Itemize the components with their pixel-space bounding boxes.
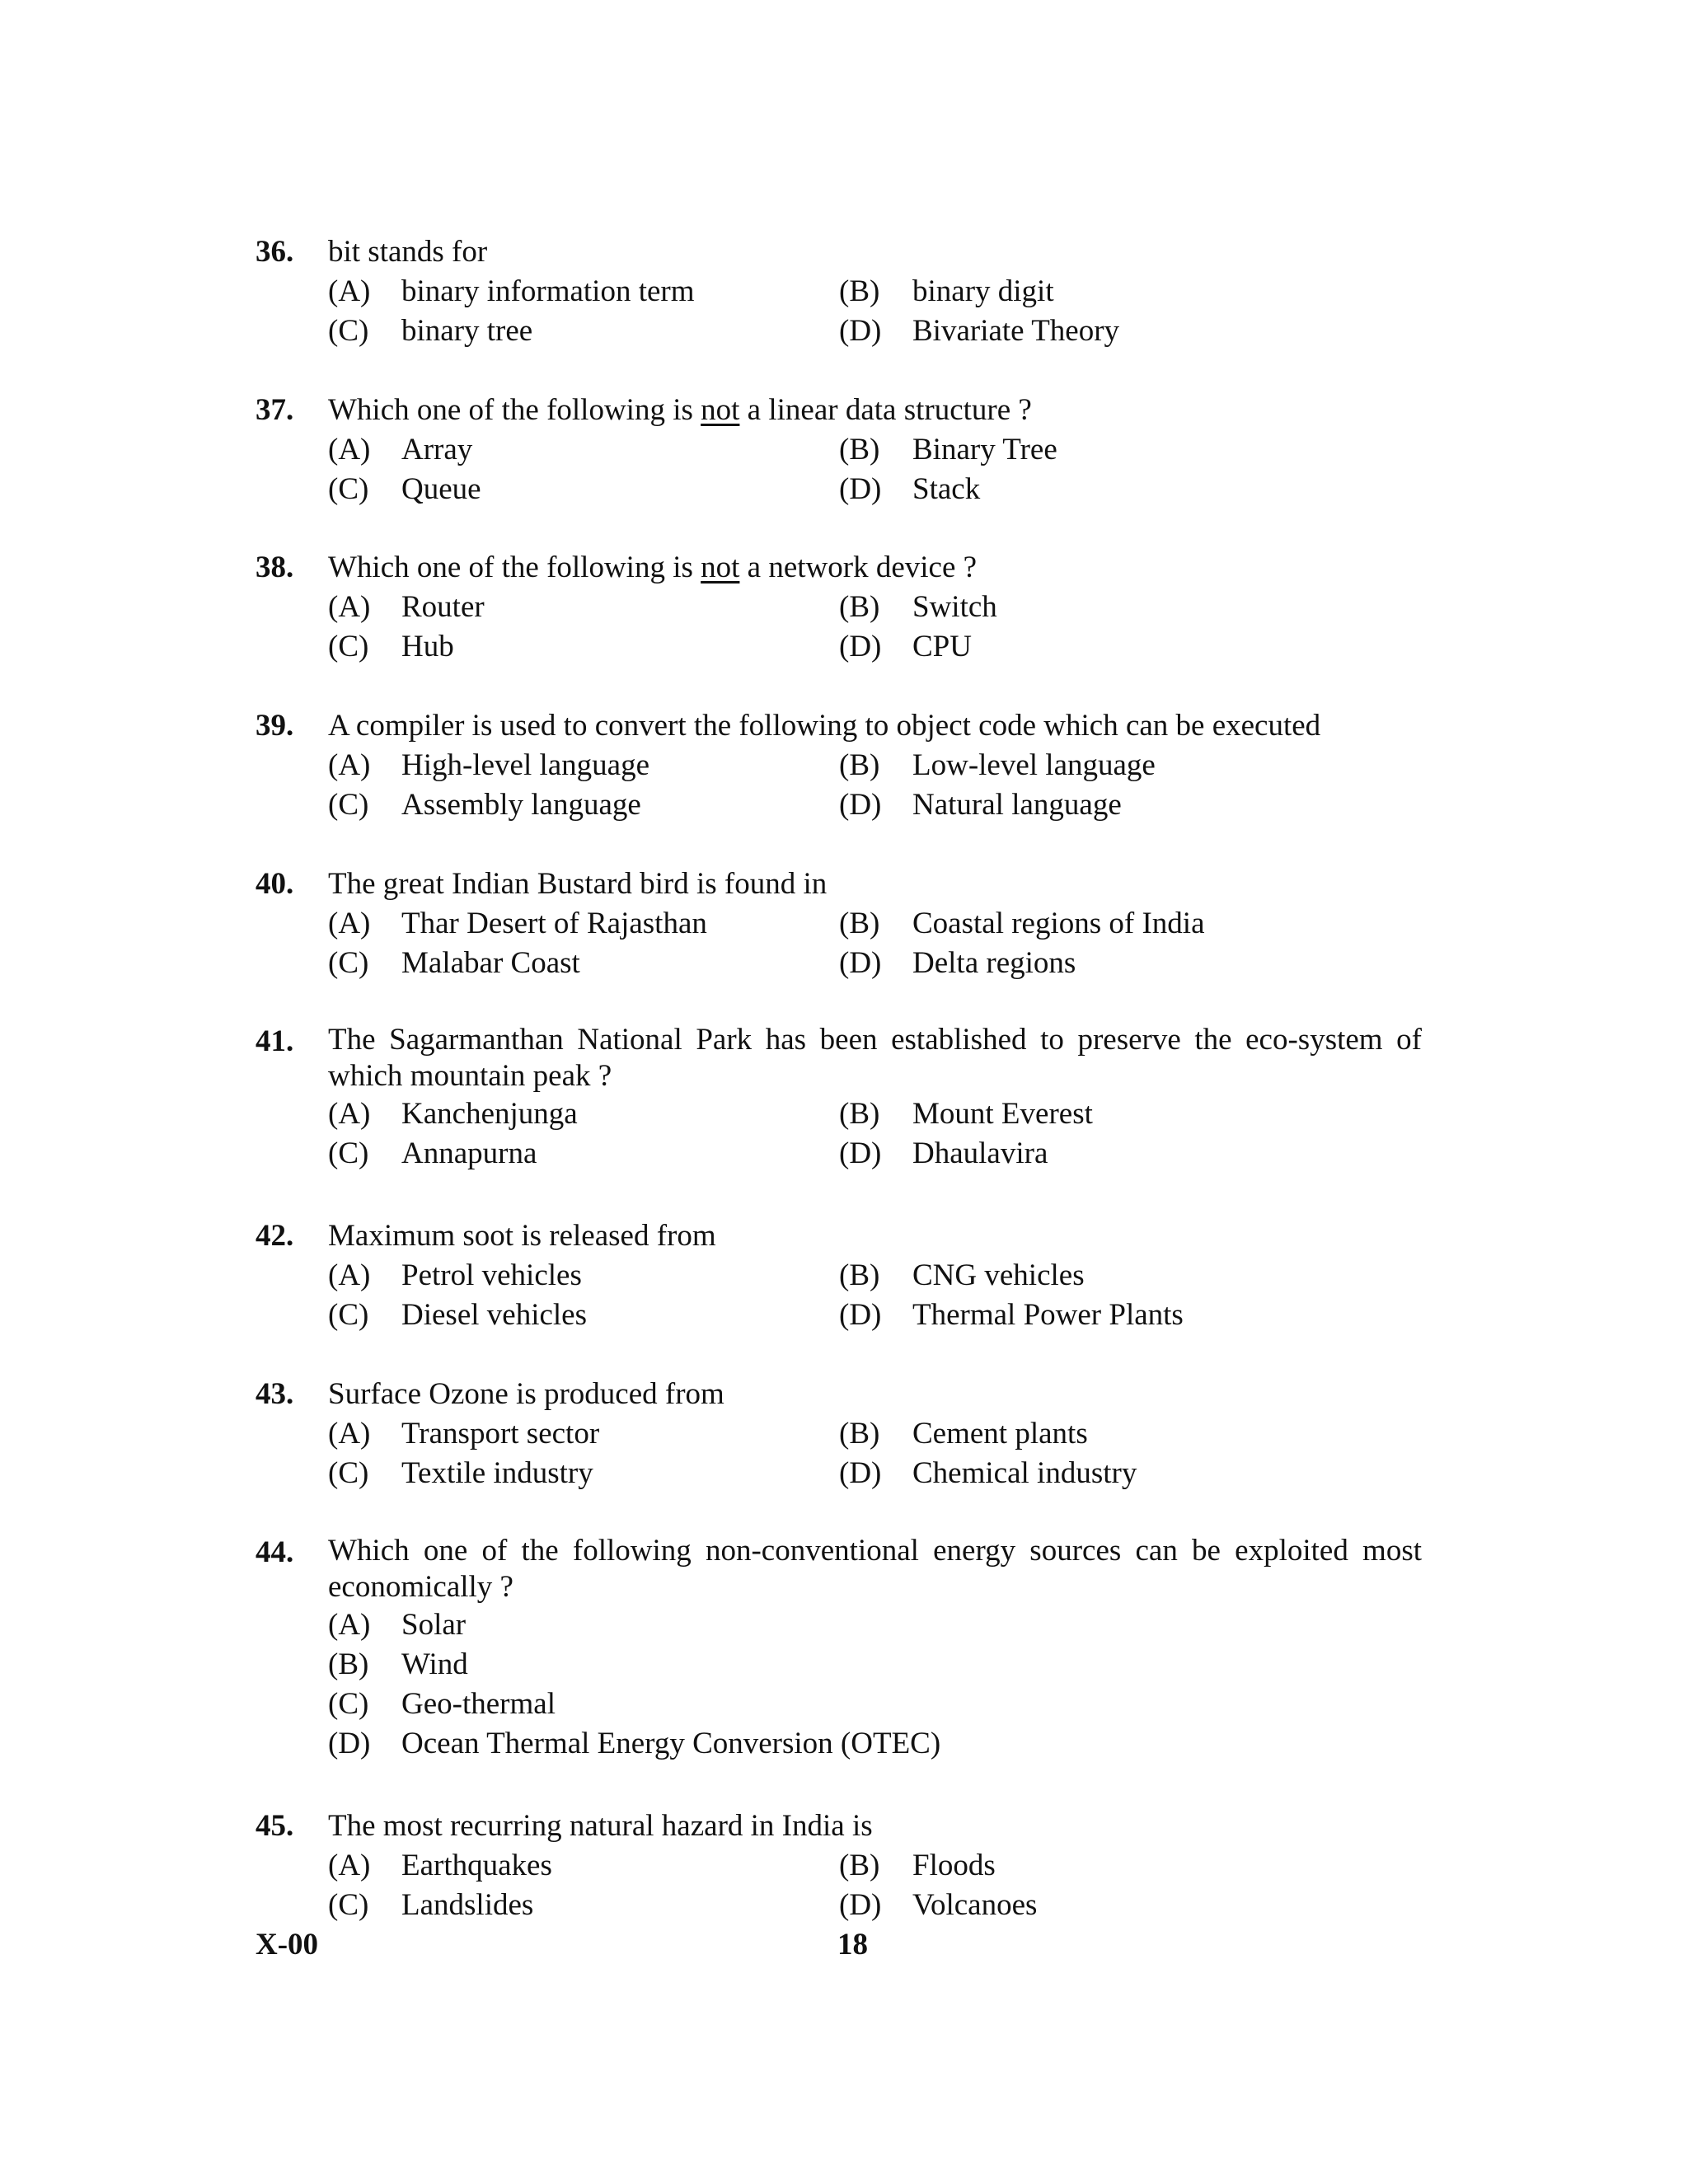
option-a: (A) Earthquakes — [328, 1849, 552, 1882]
options-grid — [328, 430, 1422, 509]
question-44 — [256, 1533, 1422, 1764]
question-text: The Sagarmanthan National Park has been established to preserve the eco-system of which mountain peak ? — [328, 1023, 1422, 1093]
question-number: 39. — [256, 709, 294, 743]
question-number: 42. — [256, 1219, 294, 1253]
paper-code: X-00 — [256, 1928, 319, 1961]
option-a: (A) Kanchenjunga — [328, 1097, 578, 1131]
option-a: (A) Thar Desert of Rajasthan — [328, 907, 707, 940]
option-a: (A) Router — [328, 590, 485, 624]
options-grid — [328, 1846, 1422, 1925]
question-38 — [256, 548, 1422, 667]
emphasis-not: not — [701, 393, 740, 427]
options-grid — [328, 272, 1422, 351]
options-grid — [328, 1094, 1422, 1174]
options-grid — [328, 1414, 1422, 1493]
question-text: The most recurring natural hazard in India is — [328, 1809, 873, 1843]
options-grid — [328, 1256, 1422, 1335]
option-c: (C) Geo-thermal — [328, 1687, 556, 1721]
question-text: Which one of the following non-conventional energy sources can be exploited most economically ? — [328, 1534, 1422, 1604]
option-a: (A) Solar — [328, 1608, 467, 1642]
question-text: bit stands for — [328, 235, 488, 269]
option-b: (B) CNG vehicles — [839, 1258, 1085, 1292]
option-a: (A) Array — [328, 433, 473, 466]
option-c: (C) Textile industry — [328, 1456, 593, 1490]
question-number: 45. — [256, 1809, 294, 1843]
question-number: 40. — [256, 867, 294, 901]
option-d: (D) Dhaulavira — [839, 1137, 1048, 1170]
question-40 — [256, 865, 1422, 983]
option-b: (B) Switch — [839, 590, 997, 624]
question-37 — [256, 391, 1422, 509]
question-number: 41. — [256, 1024, 294, 1058]
option-c: (C) Landslides — [328, 1888, 534, 1922]
emphasis-not: not — [701, 551, 740, 584]
option-b: (B) Coastal regions of India — [839, 907, 1205, 940]
question-41 — [256, 1022, 1422, 1174]
question-text: Which one of the following is not a linear data structure ? — [328, 393, 1032, 427]
options-grid — [328, 588, 1422, 667]
question-text: The great Indian Bustard bird is found in — [328, 867, 828, 901]
question-number: 36. — [256, 235, 294, 269]
question-text: Which one of the following is not a network device ? — [328, 551, 978, 584]
question-36 — [256, 232, 1422, 351]
option-b: (B) Mount Everest — [839, 1097, 1093, 1131]
question-text: Surface Ozone is produced from — [328, 1377, 724, 1411]
question-text: Maximum soot is released from — [328, 1219, 716, 1253]
option-d: (D) Chemical industry — [839, 1456, 1137, 1490]
option-d: (D) Thermal Power Plants — [839, 1298, 1184, 1332]
question-number: 38. — [256, 551, 294, 584]
option-c: (C) Hub — [328, 630, 454, 663]
option-c: (C) Annapurna — [328, 1137, 537, 1170]
option-c: (C) Malabar Coast — [328, 946, 580, 980]
option-d: (D) Ocean Thermal Energy Conversion (OTEC) — [328, 1727, 941, 1760]
question-number: 43. — [256, 1377, 294, 1411]
option-c: (C) binary tree — [328, 314, 533, 348]
option-c: (C) Diesel vehicles — [328, 1298, 587, 1332]
question-number: 44. — [256, 1535, 294, 1569]
question-43 — [256, 1375, 1422, 1493]
option-b: (B) binary digit — [839, 274, 1054, 308]
question-42 — [256, 1216, 1422, 1335]
option-d: (D) CPU — [839, 630, 972, 663]
question-text: A compiler is used to convert the following to object code which can be executed — [328, 709, 1321, 743]
question-39 — [256, 706, 1422, 825]
option-b: (B) Wind — [328, 1647, 468, 1681]
option-a: (A) High-level language — [328, 748, 650, 782]
option-d: (D) Bivariate Theory — [839, 314, 1120, 348]
option-b: (B) Floods — [839, 1849, 996, 1882]
page-number: 18 — [837, 1928, 868, 1961]
question-number: 37. — [256, 393, 294, 427]
option-a: (A) binary information term — [328, 274, 695, 308]
option-a: (A) Petrol vehicles — [328, 1258, 582, 1292]
question-45 — [256, 1807, 1422, 1925]
option-d: (D) Volcanoes — [839, 1888, 1038, 1922]
options-grid — [328, 746, 1422, 825]
options-list — [328, 1605, 1422, 1764]
option-d: (D) Stack — [839, 472, 981, 506]
options-grid — [328, 904, 1422, 983]
option-b: (B) Binary Tree — [839, 433, 1057, 466]
option-a: (A) Transport sector — [328, 1417, 600, 1451]
option-b: (B) Cement plants — [839, 1417, 1088, 1451]
option-b: (B) Low-level language — [839, 748, 1156, 782]
option-d: (D) Delta regions — [839, 946, 1076, 980]
option-c: (C) Queue — [328, 472, 481, 506]
option-d: (D) Natural language — [839, 788, 1122, 822]
option-c: (C) Assembly language — [328, 788, 641, 822]
